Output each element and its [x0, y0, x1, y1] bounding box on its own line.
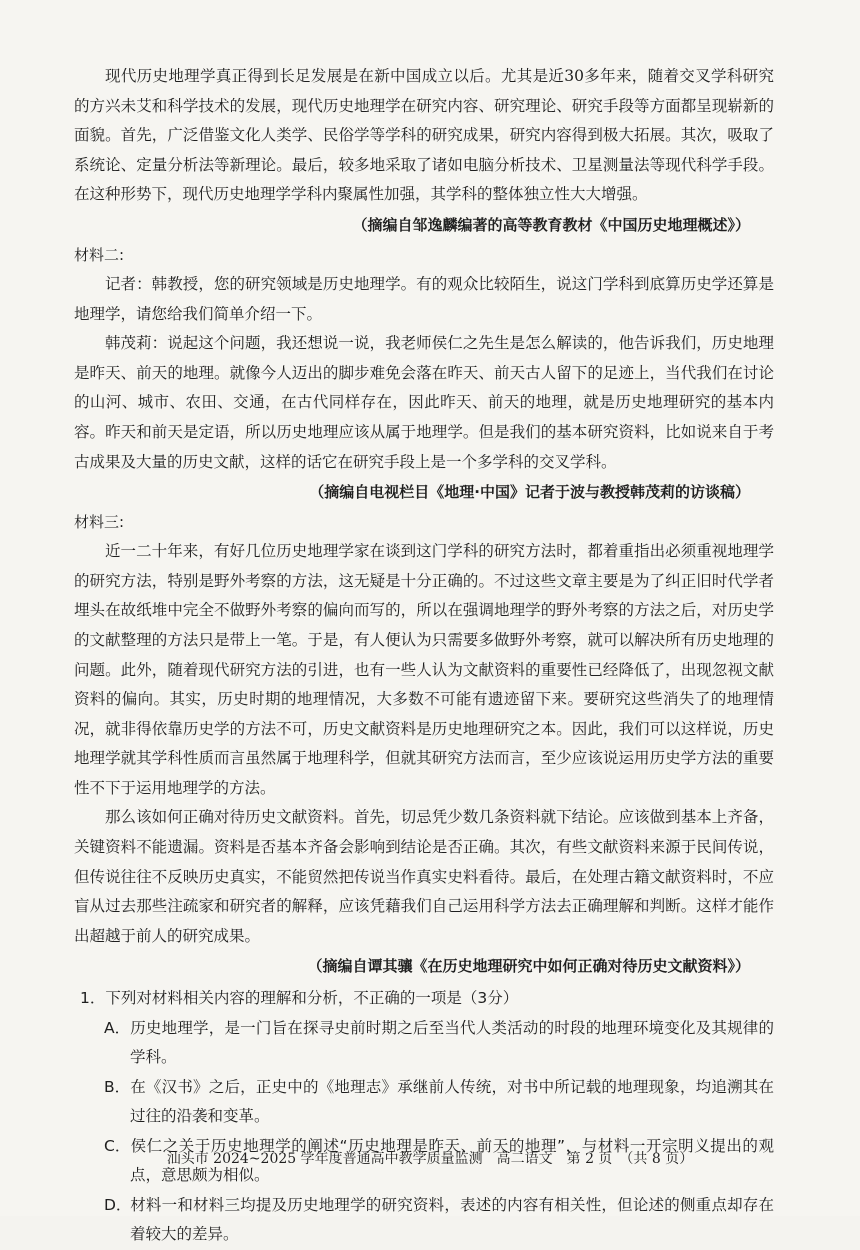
- question-1: [74, 984, 774, 1250]
- option-d: [74, 1191, 774, 1250]
- material3-paragraph: 近一二十年来，有好几位历史地理学家在谈到这门学科的研究方法时，都着重指出必须重视地理学的研究方法，特别是野外考察的方法，这无疑是十分正确的。不过这些文章主要是为了纠正旧时代学者埋头在故纸堆中完全不做野外考察的偏向而写的，所以在强调地理学的野外考察的方法之后，对历史学的文献整理的方法只是带上一笔。于是，有人便认为只需要多做野外考察，就可以解决所有历史地理的问题。此外，随着现代研究方法的引进，也有一些人认为文献资料的重要性已经降低了，出现忽视文献资料的偏向。其实，历史时期的地理情况，大多数不可能有遗迹留下来。要研究这些消失了的地理情况，就非得依靠历史学的方法不可，历史文献资料是历史地理研究之本。因此，我们可以这样说，历史地理学就其学科性质而言虽然属于地理科学，但就其研究方法而言，至少应该说运用历史学方法的重要性不下于运用地理学的方法。: [74, 542, 774, 797]
- option-letter: C．: [104, 1136, 131, 1155]
- option-a: [74, 1014, 774, 1073]
- material2-paragraph: 记者：韩教授，您的研究领域是历史地理学。有的观众比较陌生，说这门学科到底算历史学还算是地理学，请您给我们简单介绍一下。: [74, 274, 774, 323]
- page-content: [74, 62, 774, 1250]
- question-stem: 1．下列对材料相关内容的理解和分析，不正确的一项是（3分）: [80, 989, 519, 1008]
- option-text: 历史地理学，是一门旨在探寻史前时期之后至当代人类活动的时段的地理环境变化及其规律的学科。: [130, 1018, 774, 1067]
- option-text: 侯仁之关于历史地理学的阐述“历史地理是昨天、前天的地理”，与材料一开宗明义提出的观点，意思颇为相似。: [130, 1136, 774, 1185]
- page-footer: 汕头市 2024~2025 学年度普通高中教学质量监测 高二语文 第 2 页 （共 8 页）: [166, 1151, 694, 1167]
- material3-label: 材料三:: [74, 513, 125, 532]
- material1-source: （摘编自邹逸麟编著的高等教育教材《中国历史地理概述》）: [352, 215, 750, 234]
- option-b: [74, 1073, 774, 1132]
- option-letter: D．: [104, 1195, 132, 1214]
- material2-paragraph: 韩茂莉：说起这个问题，我还想说一说，我老师侯仁之先生是怎么解读的，他告诉我们，历史地理是昨天、前天的地理。就像今人迈出的脚步难免会落在昨天、前天古人留下的足迹上，当代我们在讨论的山河、城市、农田、交通，在古代同样存在，因此昨天、前天的地理，就是历史地理研究的基本内容。昨天和前天是定语，所以历史地理应该从属于地理学。但是我们的基本研究资料，比如说来自于考古成果及大量的历史文献，这样的话它在研究手段上是一个多学科的交叉学科。: [74, 334, 774, 471]
- option-text: 在《汉书》之后，正史中的《地理志》承继前人传统，对书中所记载的地理现象，均追溯其在过往的沿袭和变革。: [130, 1077, 774, 1126]
- material2-label: 材料二:: [74, 245, 125, 264]
- material3-source: （摘编自谭其骧《在历史地理研究中如何正确对待历史文献资料》）: [307, 957, 750, 976]
- material3-paragraph: 那么该如何正确对待历史文献资料。首先，切忌凭少数几条资料就下结论。应该做到基本上齐备，关键资料不能遗漏。资料是否基本齐备会影响到结论是否正确。其次，有些文献资料来源于民间传说，但传说往往不反映历史真实，不能贸然把传说当作真实史料看待。最后，在处理古籍文献资料时，不应盲从过去那些注疏家和研究者的解释，应该凭藉我们自己运用科学方法去正确理解和判断。这样才能作出超越于前人的研究成果。: [74, 808, 774, 945]
- material1-paragraph: 现代历史地理学真正得到长足发展是在新中国成立以后。尤其是近30多年来，随着交叉学科研究的方兴未艾和科学技术的发展，现代历史地理学在研究内容、研究理论、研究手段等方面都呈现崭新的面貌。首先，广泛借鉴文化人类学、民俗学等学科的研究成果，研究内容得到极大拓展。其次，吸取了系统论、定量分析法等新理论。最后，较多地采取了诸如电脑分析技术、卫星测量法等现代科学手段。在这种形势下，现代历史地理学学科内聚属性加强，其学科的整体独立性大大增强。: [74, 67, 774, 204]
- option-letter: B．: [104, 1077, 131, 1096]
- option-letter: A．: [104, 1018, 131, 1037]
- material2-source: （摘编自电视栏目《地理·中国》记者于波与教授韩茂莉的访谈稿）: [309, 483, 750, 502]
- option-text: 材料一和材料三均提及历史地理学的研究资料，表述的内容有相关性，但论述的侧重点却存在着较大的差异。: [130, 1195, 774, 1244]
